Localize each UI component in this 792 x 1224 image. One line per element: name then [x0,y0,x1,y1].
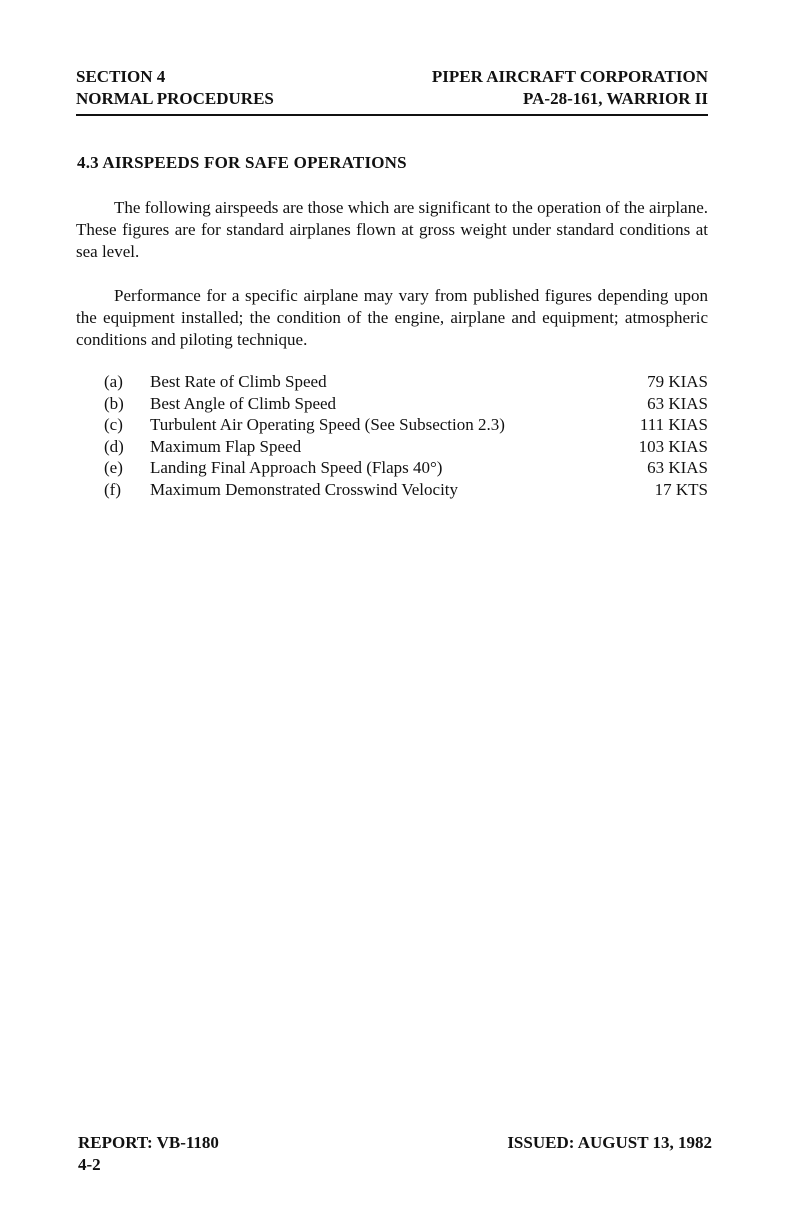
item-letter: (e) [104,458,123,477]
page-header [76,66,708,110]
item-value: 63 KIAS [647,393,708,413]
item-letter: (b) [104,393,124,413]
list-item [104,436,708,458]
item-description: Turbulent Air Operating Speed (See Subsection 2.3) [150,415,505,434]
airspeed-list [104,371,708,500]
item-description: Best Rate of Climb Speed [150,372,327,391]
item-value: 103 KIAS [638,436,708,456]
issue-date: ISSUED: AUGUST 13, 1982 [507,1133,712,1152]
section-number: SECTION 4 [76,67,166,86]
list-item [104,457,708,479]
list-item [104,371,708,393]
chapter-title: NORMAL PROCEDURES [76,89,274,108]
intro-paragraph: The following airspeeds are those which are significant to the operation of the airplane. These figures are for standard airplanes flown at gross weight under standard conditions at sea level. [76,198,708,261]
item-value: 111 KIAS [639,415,708,434]
item-description: Maximum Flap Speed [150,436,302,456]
section-heading: 4.3 AIRSPEEDS FOR SAFE OPERATIONS [77,153,407,172]
header-divider [76,114,708,116]
footer-row [78,1132,712,1154]
item-letter: (c) [104,415,123,434]
header-row-bottom [76,88,708,110]
item-value: 17 KTS [654,479,708,499]
performance-paragraph: Performance for a specific airplane may vary from published figures depending upon the equipment installed; the condition of the engine, airplane and equipment; atmospheric conditions and piloting technique. [76,286,708,349]
header-row-top [76,66,708,88]
page-footer [78,1132,712,1176]
list-item [104,393,708,415]
item-value: 79 KIAS [647,372,708,391]
item-letter: (d) [104,436,124,456]
item-letter: (a) [104,372,123,391]
item-letter: (f) [104,479,121,499]
item-description: Landing Final Approach Speed (Flaps 40°) [150,458,443,477]
report-number: REPORT: VB-1180 [78,1133,219,1152]
item-description: Maximum Demonstrated Crosswind Velocity [150,479,459,499]
item-value: 63 KIAS [647,458,708,477]
page-number: 4-2 [78,1155,101,1174]
aircraft-model: PA-28-161, WARRIOR II [523,89,708,108]
item-description: Best Angle of Climb Speed [150,393,337,413]
list-item [104,414,708,436]
list-item [104,479,708,501]
company-name: PIPER AIRCRAFT CORPORATION [431,67,708,86]
